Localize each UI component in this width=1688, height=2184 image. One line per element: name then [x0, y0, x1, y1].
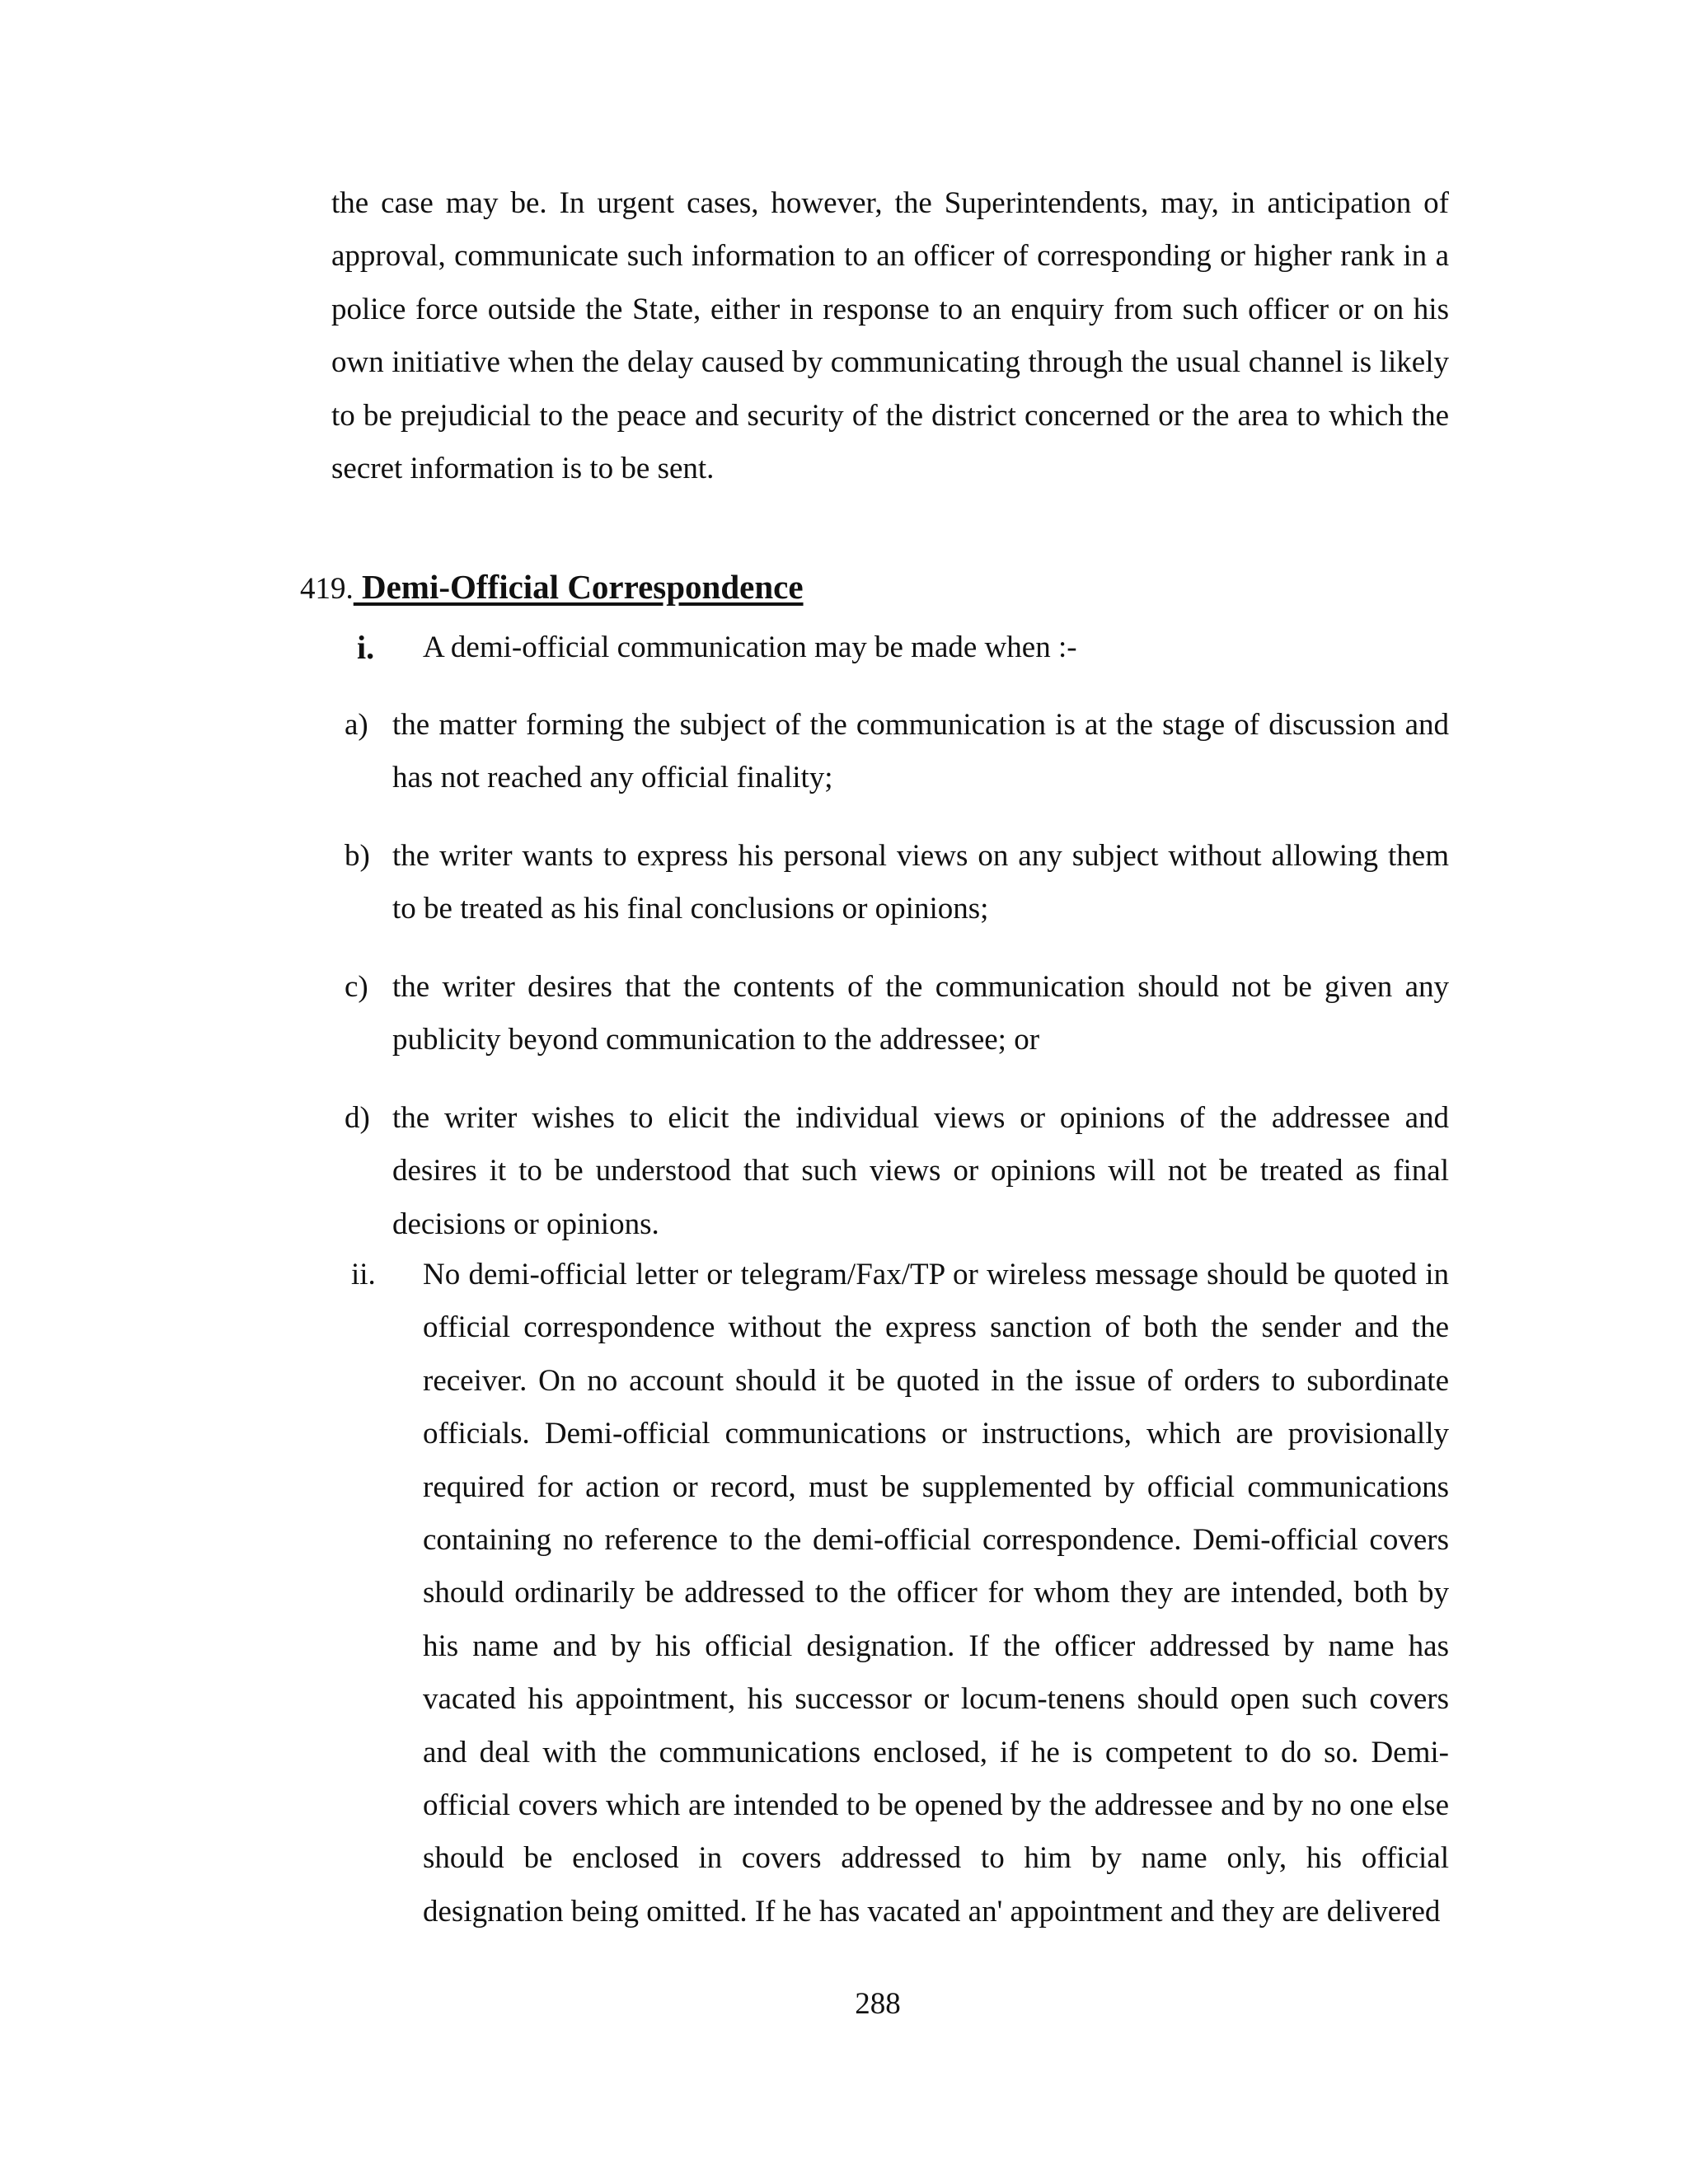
- intro-paragraph: the case may be. In urgent cases, however, the Superintendents, may, in anticipation of approval, communicate such information to an officer of corresponding or higher rank in a police force outside the State, either in response to an enquiry from such officer or on his own initiative when the delay caused by communicating through the usual channel is likely to be prejudicial to the peace and security of the district concerned or the area to which the secret information is to be sent.: [331, 186, 1449, 486]
- section-number: 419.: [300, 572, 354, 606]
- list-item-marker: a): [345, 708, 368, 742]
- clause-i-marker: i.: [357, 629, 375, 666]
- list-item-marker: d): [345, 1101, 370, 1135]
- list-item-text: the matter forming the subject of the communication is at the stage of discussion and has not reached any official finality;: [392, 708, 1449, 795]
- list-item-marker: b): [345, 839, 370, 873]
- list-item-text: the writer desires that the contents of the communication should not be given any publicity beyond communication to the addressee; or: [392, 970, 1449, 1057]
- page-number: 288: [855, 1987, 901, 2021]
- section-heading: [300, 560, 804, 616]
- clause-ii-marker: ii.: [351, 1258, 376, 1291]
- list-item-text: the writer wants to express his personal views on any subject without allowing them to be treated as his final conclusions or opinions;: [392, 839, 1449, 926]
- clause-i-text: A demi-official communication may be made when :-: [423, 630, 1077, 664]
- section-title: Demi-Official Correspondence: [362, 568, 804, 606]
- list-item-text: the writer wishes to elicit the individual views or opinions of the addressee and desires it to be understood that such views or opinions will not be treated as final decisions or opinions.: [392, 1101, 1449, 1241]
- list-item-marker: c): [345, 970, 368, 1004]
- clause-ii-text: No demi-official letter or telegram/Fax/TP or wireless message should be quoted in official correspondence without the express sanction of both the sender and the receiver. On no account should it be quoted in the issue of orders to subordinate officials. Demi-official communications or instructions, which are provisionally required for action or record, must be supplemented by official communications containing no reference to the demi-official correspondence. Demi-official covers should ordinarily be addressed to the officer for whom they are intended, both by his name and by his official designation. If the officer addressed by name has vacated his appointment, his successor or locum-tenens should open such covers and deal with the communications enclosed, if he is competent to do so. Demi-official covers which are intended to be opened by the addressee and by no one else should be enclosed in covers addressed to him by name only, his official designation being omitted. If he has vacated an' appointment and they are delivered: [423, 1258, 1449, 1929]
